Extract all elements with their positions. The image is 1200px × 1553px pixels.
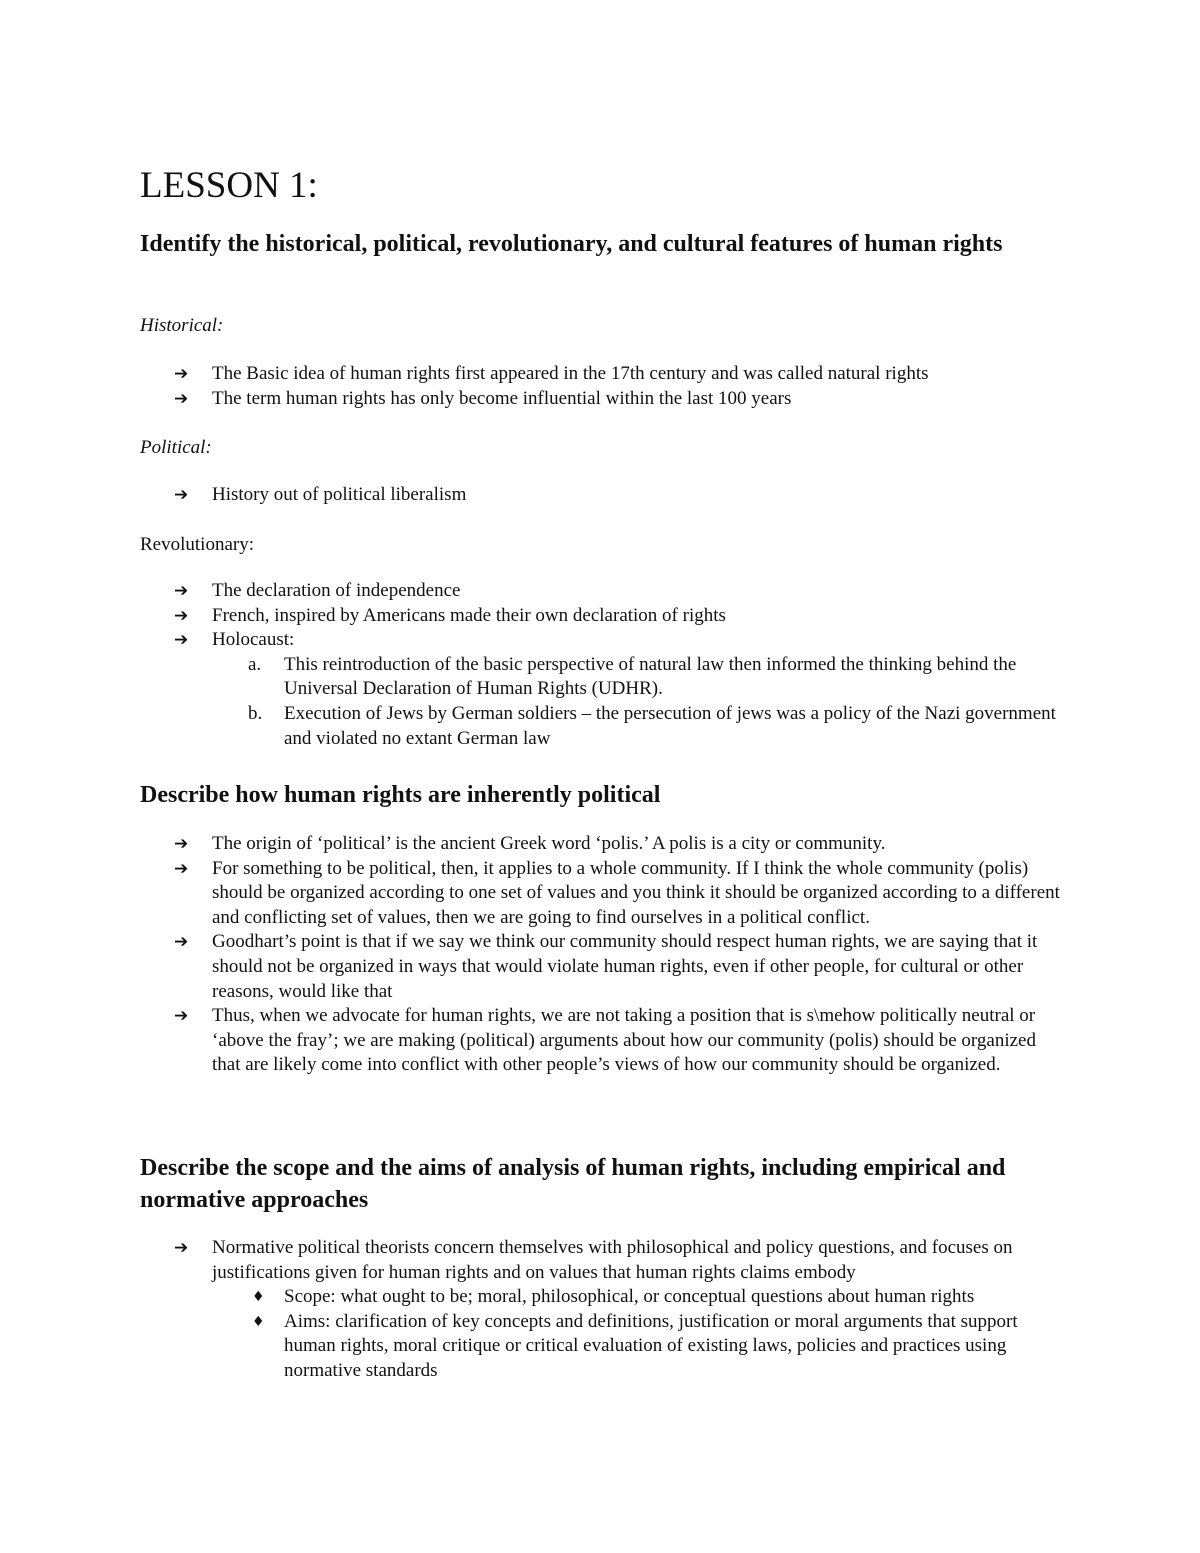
- normative-sublist: [212, 1285, 1060, 1383]
- right-arrow-icon: ➔: [174, 364, 189, 384]
- list-item: ➔ Holocaust: a. This reintroduction of the basic perspective of natural law then informed the thinking behind the Universal Declaration of Human Rights (UDHR). b. Execution of Jews by German soldiers – the persecution of jews was a policy of the Nazi government and violated no extant German law: [140, 628, 1060, 751]
- list-item: ➔ History out of political liberalism: [140, 483, 1060, 508]
- right-arrow-icon: ➔: [174, 630, 189, 651]
- right-arrow-icon: ➔: [174, 581, 189, 601]
- list-historical: [140, 362, 1060, 411]
- diamond-icon: ♦: [252, 1289, 265, 1306]
- list-item: ➔ The Basic idea of human rights first appeared in the 17th century and was called natural rights: [140, 362, 1060, 387]
- right-arrow-icon: ➔: [174, 932, 189, 953]
- diamond-icon: ♦: [252, 1313, 265, 1330]
- list-item: ➔ The term human rights has only become influential within the last 100 years: [140, 387, 1060, 412]
- label-revolutionary: Revolutionary:: [140, 534, 254, 555]
- sub-list-item: ♦ Aims: clarification of key concepts and definitions, justification or moral arguments that support human rights, moral critique or critical evaluation of existing laws, policies and practices using normative standards: [252, 1310, 1018, 1381]
- page-title: LESSON 1:: [140, 165, 318, 206]
- sub-list-item: ♦ Scope: what ought to be; moral, philosophical, or conceptual questions about human rights: [212, 1285, 1060, 1310]
- right-arrow-icon: ➔: [174, 485, 189, 505]
- section-heading-scope-aims: Describe the scope and the aims of analysis of human rights, including empirical and normative approaches: [140, 1155, 1006, 1213]
- section-heading-political: Describe how human rights are inherently political: [140, 782, 661, 808]
- sub-list-item: a. This reintroduction of the basic perspective of natural law then informed the thinking behind the Universal Declaration of Human Rights (UDHR).: [248, 653, 1017, 700]
- sub-list-item: b. Execution of Jews by German soldiers – the persecution of jews was a policy of the Nazi government and violated no extant German law: [248, 702, 1056, 749]
- list-scope-aims: [140, 1236, 1060, 1384]
- right-arrow-icon: ➔: [174, 388, 189, 409]
- list-item: ➔ Thus, when we advocate for human rights, we are not taking a position that is s\mehow politically neutral or ‘above the fray’; we are making (political) arguments about how our community (polis) should be organized that are likely come into conflict with other people’s views of how our community should be organized.: [174, 1005, 1036, 1076]
- list-item: ➔ French, inspired by Americans made their own declaration of rights: [140, 604, 1060, 629]
- right-arrow-icon: ➔: [174, 605, 189, 626]
- list-item: ➔ For something to be political, then, it applies to a whole community. If I think the whole community (polis) should be organized according to one set of values and you think it should be organized according to a different and conflicting set of values, then we are going to find ourselves in a political conflict.: [174, 857, 1060, 928]
- list-political: [140, 483, 1060, 508]
- holocaust-sublist: [212, 653, 1060, 751]
- list-item: ➔ The declaration of independence: [140, 579, 1060, 604]
- list-item: ➔ The origin of ‘political’ is the ancient Greek word ‘polis.’ A polis is a city or community.: [140, 832, 1060, 857]
- right-arrow-icon: ➔: [174, 1006, 189, 1027]
- right-arrow-icon: ➔: [174, 834, 189, 854]
- list-revolutionary: [140, 579, 1060, 751]
- label-political: Political:: [140, 437, 212, 458]
- right-arrow-icon: ➔: [174, 858, 189, 879]
- label-historical: Historical:: [140, 315, 224, 336]
- right-arrow-icon: ➔: [174, 1238, 189, 1258]
- section-heading-features: Identify the historical, political, revolutionary, and cultural features of human rights: [140, 231, 1003, 257]
- list-inherently-political: [140, 832, 1060, 1078]
- list-item: ➔ Normative political theorists concern themselves with philosophical and policy questions, and focuses on justifications given for human rights and on values that human rights claims embody ♦ Scope: what ought to be; moral, philosophical, or conceptual questions about human rights ♦ Aims: clarification of key concepts and definitions, justification or moral arguments that support human rights, moral critique or critical evaluation of existing laws, policies and practices using normative standards: [140, 1236, 1060, 1384]
- list-item: ➔ Goodhart’s point is that if we say we think our community should respect human rights, we are saying that it should not be organized in ways that would violate human rights, even if other people, for cultural or other reasons, would like that: [174, 931, 1038, 1002]
